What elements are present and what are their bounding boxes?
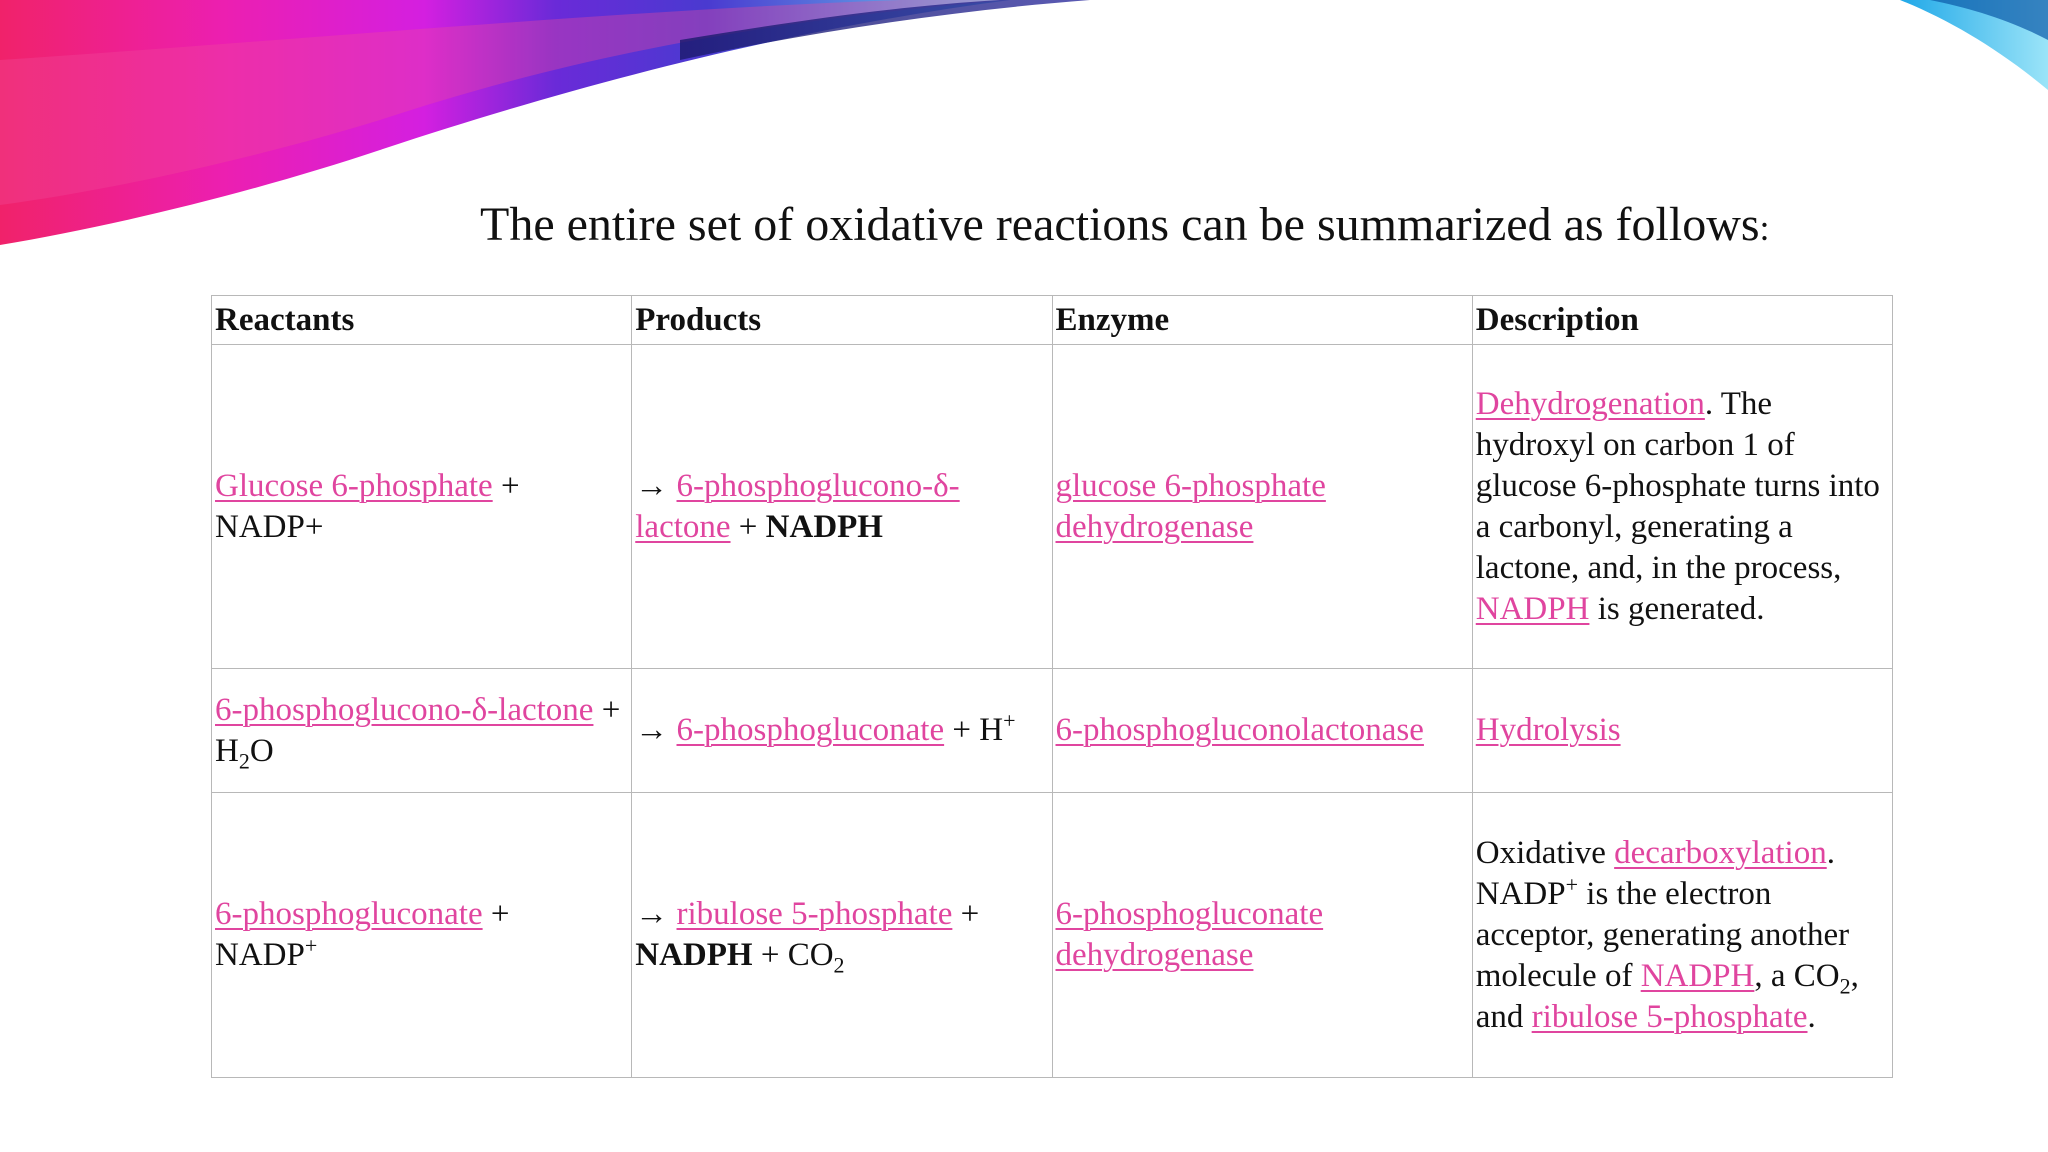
arrow-text: → — [635, 467, 677, 504]
reactant-text: NADP+ — [215, 508, 324, 545]
enzyme-link[interactable]: 6-phosphogluconolactonase — [1055, 712, 1424, 748]
description-text: , a CO — [1754, 957, 1840, 994]
enzyme-link[interactable]: 6-phosphogluconate dehydrogenase — [1055, 896, 1324, 973]
description-text: is generated. — [1589, 590, 1765, 627]
oxidative-reactions-table — [211, 295, 1893, 1078]
reactant-text: + — [482, 896, 510, 932]
superscript: + — [304, 933, 318, 958]
subscript: 2 — [833, 952, 845, 978]
header-enzyme: Enzyme — [1052, 296, 1472, 345]
product-text: + CO — [752, 937, 834, 973]
description-text: is the electron acceptor, generating another molecule of — [1475, 875, 1850, 994]
arrow-text: → — [635, 896, 677, 932]
product-bold: NADPH — [635, 937, 753, 973]
table-row — [212, 793, 1893, 1078]
description-text: , and — [1475, 957, 1859, 1035]
subscript: 2 — [1839, 973, 1851, 999]
superscript: + — [1565, 871, 1579, 897]
reactant-text: + H — [215, 691, 621, 769]
product-text: + — [730, 508, 766, 545]
reactant-text: O — [249, 732, 274, 769]
products-cell — [632, 669, 1052, 793]
product-bold: NADPH — [765, 508, 883, 545]
product-link[interactable]: 6-phosphogluconate — [676, 712, 945, 748]
reactant-link[interactable]: 6-phosphoglucono-δ-lactone — [215, 691, 594, 728]
description-link[interactable]: NADPH — [1475, 590, 1590, 627]
product-link[interactable]: 6-phosphoglucono-δ-lactone — [635, 467, 960, 545]
description-text: . — [1807, 998, 1816, 1035]
description-cell — [1472, 793, 1892, 1078]
description-link[interactable]: Dehydrogenation — [1475, 385, 1705, 422]
description-cell — [1472, 345, 1892, 669]
arrow-text: → — [635, 712, 677, 748]
slide-title-text: The entire set of oxidative reactions can be summarized as follows — [480, 198, 1760, 251]
description-link[interactable]: ribulose 5-phosphate — [1531, 998, 1808, 1035]
description-text: Oxidative — [1475, 834, 1615, 871]
description-link[interactable]: Hydrolysis — [1475, 712, 1621, 748]
description-link[interactable]: NADPH — [1640, 957, 1755, 994]
subscript: 2 — [238, 748, 250, 774]
products-cell — [632, 793, 1052, 1078]
product-text: + — [952, 896, 980, 932]
reactants-cell — [212, 669, 632, 793]
table-header-row — [212, 296, 1893, 345]
reactants-cell — [212, 793, 632, 1078]
reactant-link[interactable]: 6-phosphogluconate — [215, 896, 483, 932]
table-row — [212, 345, 1893, 669]
enzyme-cell — [1052, 345, 1472, 669]
products-cell — [632, 345, 1052, 669]
description-text: . The hydroxyl on carbon 1 of glucose 6-phosphate turns into a carbonyl, generating a lactone, and, in the process, — [1475, 385, 1880, 586]
description-cell — [1472, 669, 1892, 793]
header-reactants: Reactants — [212, 296, 632, 345]
table-row — [212, 669, 1893, 793]
enzyme-cell — [1052, 669, 1472, 793]
description-link[interactable]: decarboxylation — [1614, 834, 1827, 871]
slide-title — [480, 192, 2000, 261]
reactant-text: NADP — [215, 937, 305, 973]
product-text: + H — [944, 712, 1004, 748]
enzyme-cell — [1052, 793, 1472, 1078]
reactant-link[interactable]: Glucose 6-phosphate — [215, 467, 493, 504]
description-text: . NADP — [1475, 834, 1835, 912]
superscript: + — [1003, 708, 1016, 733]
header-products: Products — [632, 296, 1052, 345]
enzyme-link[interactable]: glucose 6-phosphate dehydrogenase — [1055, 467, 1326, 545]
product-link[interactable]: ribulose 5-phosphate — [676, 896, 953, 932]
header-description: Description — [1472, 296, 1892, 345]
reactant-text: + — [492, 467, 520, 504]
slide-title-colon: : — [1759, 208, 1770, 248]
reactants-cell — [212, 345, 632, 669]
